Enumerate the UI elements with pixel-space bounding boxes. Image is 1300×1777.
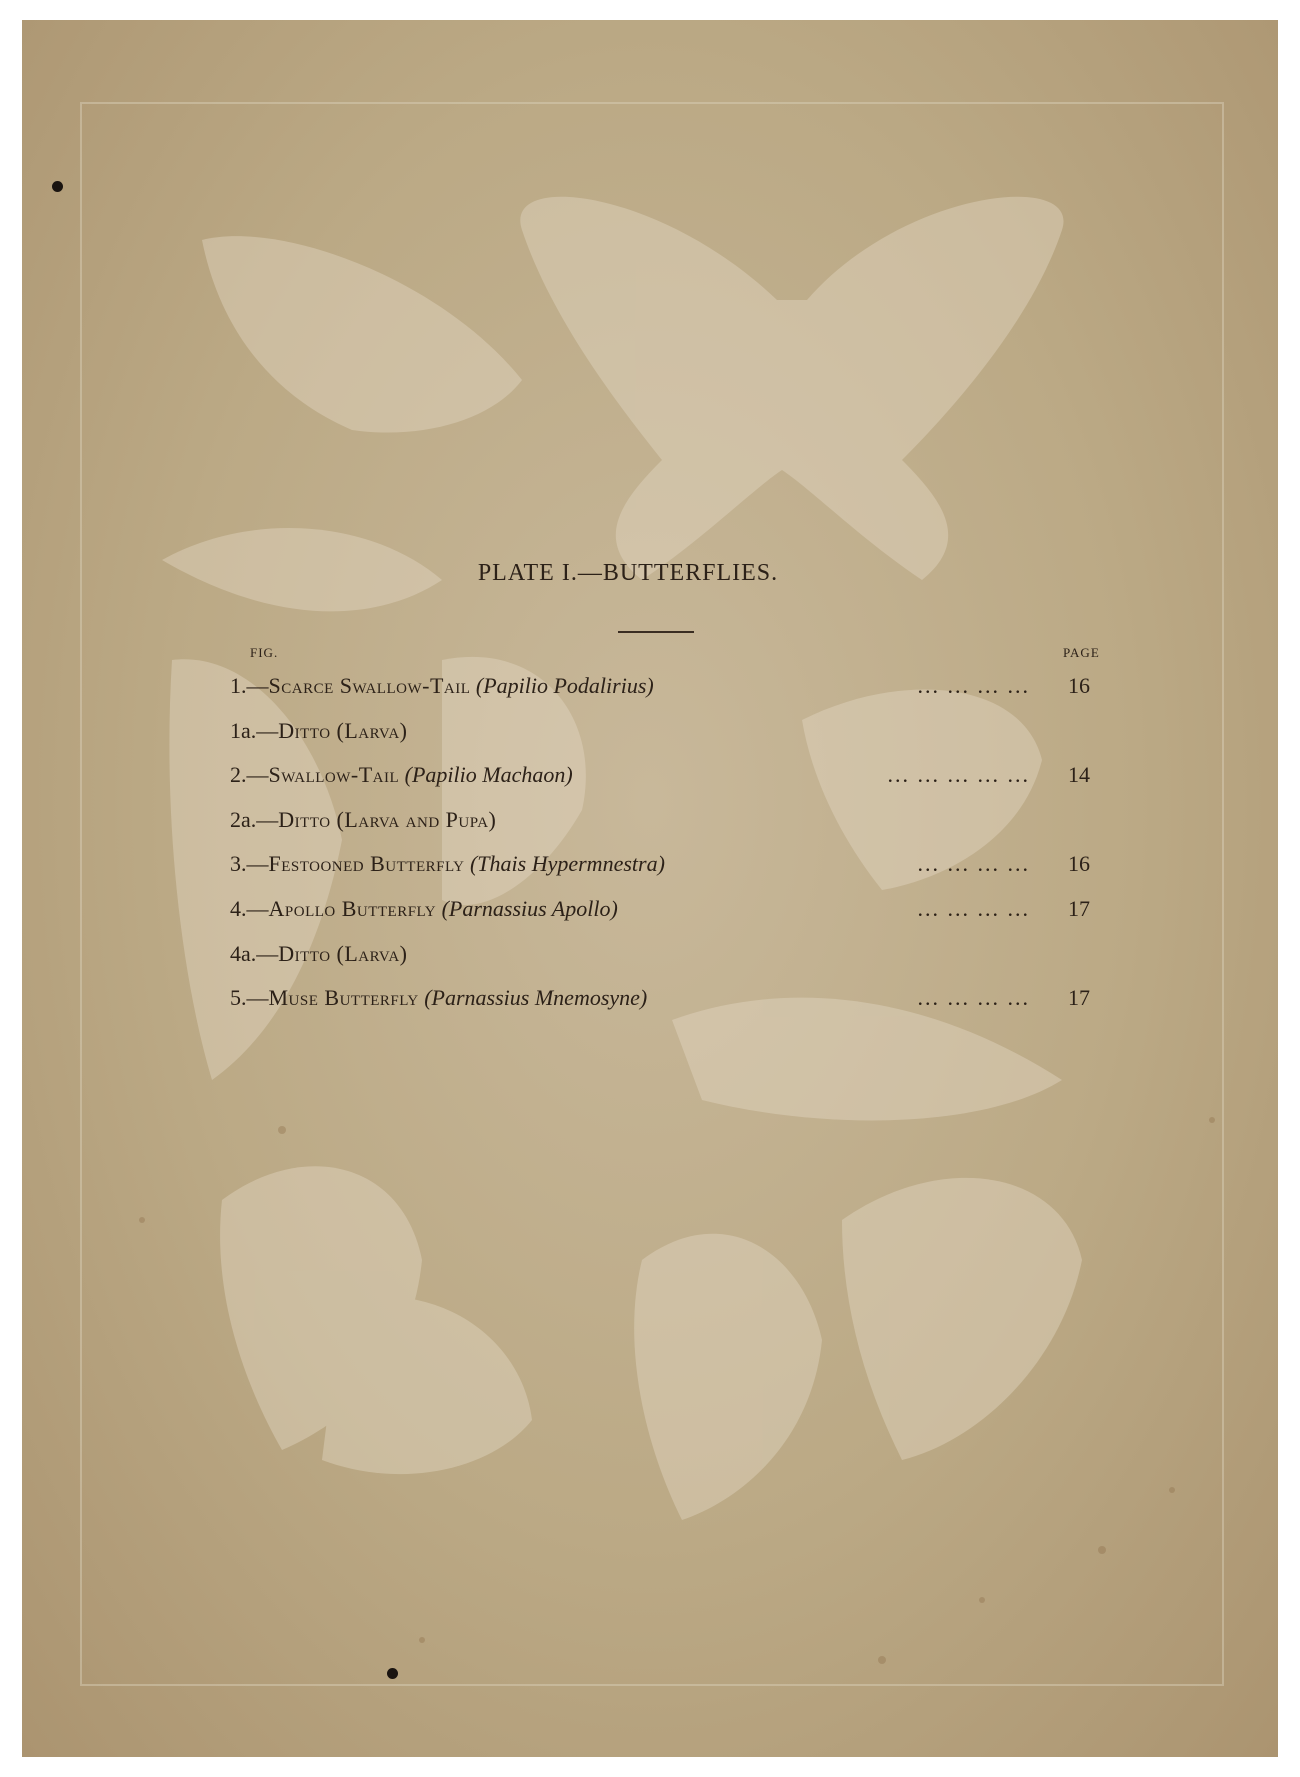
page-number: 17 [1068, 985, 1090, 1011]
figure-name: Swallow-Tail [268, 762, 400, 788]
page-number: 14 [1068, 762, 1090, 788]
binding-hole-bottom [387, 1668, 398, 1679]
page-number: 16 [1068, 851, 1090, 877]
figure-entry [230, 759, 1090, 804]
figure-number: 1a.— [230, 717, 279, 743]
figure-number: 4a.— [230, 940, 279, 966]
figure-name: Apollo Butterfly [268, 895, 437, 921]
figure-number: 2a.— [230, 806, 279, 832]
figure-number: 4.— [230, 895, 269, 921]
fig-column-header: FIG. [250, 645, 279, 660]
plate-title: PLATE I.—BUTTERFLIES. [477, 560, 779, 586]
figure-name: Ditto (Larva) [278, 940, 408, 966]
figure-latin-name: (Thais Hypermnestra) [469, 851, 665, 877]
figure-number: 1.— [230, 673, 269, 698]
figure-number: 3.— [230, 851, 269, 877]
figure-entry [230, 893, 1090, 938]
figure-name: Scarce Swallow-Tail [268, 673, 471, 698]
figure-latin-name: (Papilio Podalirius) [475, 673, 654, 698]
figure-entry [230, 938, 1090, 983]
leader-dots: ... ... ... ... [917, 673, 1030, 698]
figure-number: 5.— [230, 985, 269, 1011]
page-number: 16 [1068, 673, 1090, 698]
figure-latin-name: (Parnassius Apollo) [441, 895, 618, 921]
leader-dots: ... ... ... ... [917, 985, 1030, 1011]
figure-list [230, 670, 1090, 1027]
page-column-header: PAGE [1063, 645, 1100, 660]
figure-entry [230, 804, 1090, 849]
leader-dots: ... ... ... ... [917, 851, 1030, 877]
leader-dots: ... ... ... ... ... [887, 762, 1030, 788]
figure-number: 2.— [230, 762, 269, 788]
binding-hole-top [52, 181, 63, 192]
figure-latin-name: (Parnassius Mnemosyne) [424, 985, 648, 1011]
title-rule [618, 631, 694, 633]
figure-entry [230, 670, 1090, 715]
figure-name: Ditto (Larva and Pupa) [278, 806, 497, 832]
figure-entry [230, 715, 1090, 760]
leader-dots: ... ... ... ... [917, 895, 1030, 921]
figure-name: Festooned Butterfly [268, 851, 465, 877]
figure-latin-name: (Papilio Machaon) [404, 762, 573, 788]
figure-entry [230, 982, 1090, 1027]
figure-name: Muse Butterfly [268, 985, 419, 1011]
figure-name: Ditto (Larva) [278, 717, 408, 743]
page-number: 17 [1068, 895, 1090, 921]
figure-entry [230, 848, 1090, 893]
